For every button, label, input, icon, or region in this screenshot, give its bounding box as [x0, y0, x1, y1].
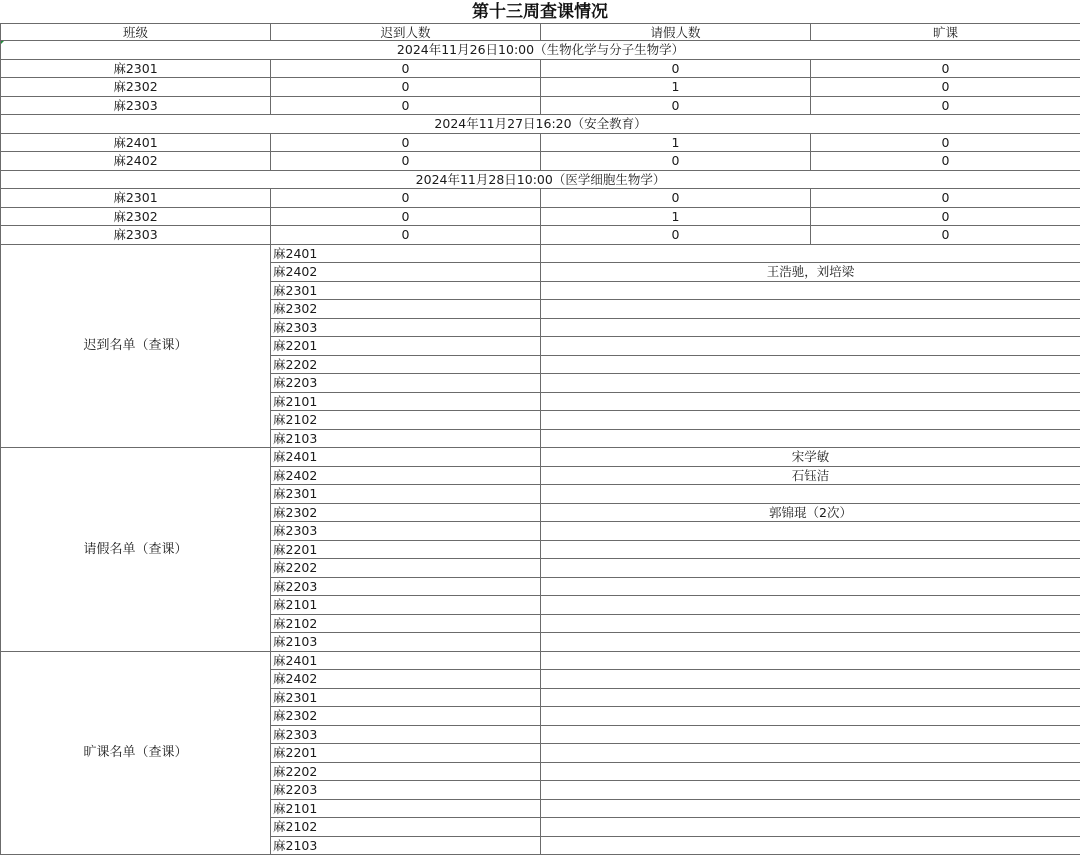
list-class-cell[interactable]: 麻2301 — [271, 688, 541, 707]
session-row — [1, 170, 1080, 189]
list-class-cell[interactable]: 麻2203 — [271, 781, 541, 800]
list-class-cell[interactable]: 麻2203 — [271, 374, 541, 393]
list-class-cell[interactable]: 麻2402 — [271, 466, 541, 485]
list-names-cell[interactable]: 石钰洁 — [541, 466, 1080, 485]
attendance-table — [0, 23, 1080, 855]
session-label[interactable]: 2024年11月27日16:20（安全教育） — [1, 115, 1080, 134]
table-row — [1, 96, 1080, 115]
list-row — [1, 651, 1080, 670]
late-count-cell[interactable]: 0 — [271, 226, 541, 245]
list-class-cell[interactable]: 麻2202 — [271, 559, 541, 578]
list-names-cell[interactable] — [541, 577, 1080, 596]
list-class-cell[interactable]: 麻2302 — [271, 300, 541, 319]
absent-count-cell[interactable]: 0 — [811, 207, 1080, 226]
list-class-cell[interactable]: 麻2303 — [271, 725, 541, 744]
list-names-cell[interactable] — [541, 522, 1080, 541]
list-row — [1, 448, 1080, 467]
list-class-cell[interactable]: 麻2102 — [271, 411, 541, 430]
list-label[interactable]: 旷课名单（查课） — [1, 651, 271, 855]
list-names-cell[interactable] — [541, 300, 1080, 319]
late-count-cell[interactable]: 0 — [271, 207, 541, 226]
list-names-cell[interactable] — [541, 725, 1080, 744]
leave-count-cell[interactable]: 0 — [541, 152, 811, 171]
list-names-cell[interactable] — [541, 688, 1080, 707]
list-class-cell[interactable]: 麻2302 — [271, 707, 541, 726]
late-count-cell[interactable]: 0 — [271, 59, 541, 78]
list-class-cell[interactable]: 麻2202 — [271, 762, 541, 781]
list-class-cell[interactable]: 麻2301 — [271, 281, 541, 300]
list-names-cell[interactable] — [541, 818, 1080, 837]
list-class-cell[interactable]: 麻2201 — [271, 540, 541, 559]
list-class-cell[interactable]: 麻2201 — [271, 744, 541, 763]
leave-count-cell[interactable]: 0 — [541, 59, 811, 78]
list-class-cell[interactable]: 麻2402 — [271, 263, 541, 282]
list-names-cell[interactable] — [541, 707, 1080, 726]
list-class-cell[interactable]: 麻2102 — [271, 818, 541, 837]
late-count-cell[interactable]: 0 — [271, 96, 541, 115]
list-names-cell[interactable] — [541, 596, 1080, 615]
list-class-cell[interactable]: 麻2103 — [271, 633, 541, 652]
list-class-cell[interactable]: 麻2303 — [271, 522, 541, 541]
list-names-cell[interactable] — [541, 355, 1080, 374]
list-names-cell[interactable] — [541, 281, 1080, 300]
leave-count-cell[interactable]: 0 — [541, 96, 811, 115]
list-names-cell[interactable]: 宋学敏 — [541, 448, 1080, 467]
list-names-cell[interactable]: 王浩驰，刘培梁 — [541, 263, 1080, 282]
class-cell[interactable]: 麻2301 — [1, 189, 271, 208]
header-absent[interactable]: 旷课 — [811, 24, 1080, 41]
leave-count-cell[interactable]: 1 — [541, 78, 811, 97]
leave-count-cell[interactable]: 0 — [541, 189, 811, 208]
list-class-cell[interactable]: 麻2302 — [271, 503, 541, 522]
list-names-cell[interactable] — [541, 744, 1080, 763]
session-row — [1, 41, 1080, 60]
table-row — [1, 59, 1080, 78]
class-cell[interactable]: 麻2303 — [1, 226, 271, 245]
absent-count-cell[interactable]: 0 — [811, 78, 1080, 97]
table-row — [1, 189, 1080, 208]
leave-count-cell[interactable]: 1 — [541, 133, 811, 152]
list-names-cell[interactable] — [541, 540, 1080, 559]
list-names-cell[interactable] — [541, 411, 1080, 430]
list-names-cell[interactable]: 郭锦琨（2次） — [541, 503, 1080, 522]
list-label[interactable]: 请假名单（查课） — [1, 448, 271, 652]
late-count-cell[interactable]: 0 — [271, 152, 541, 171]
class-cell[interactable]: 麻2303 — [1, 96, 271, 115]
absent-count-cell[interactable]: 0 — [811, 133, 1080, 152]
list-names-cell[interactable] — [541, 244, 1080, 263]
late-count-cell[interactable]: 0 — [271, 189, 541, 208]
sheet-title: 第十三周查课情况 — [472, 2, 608, 22]
list-names-cell[interactable] — [541, 318, 1080, 337]
absent-count-cell[interactable]: 0 — [811, 189, 1080, 208]
late-count-cell[interactable]: 0 — [271, 133, 541, 152]
class-cell[interactable]: 麻2401 — [1, 133, 271, 152]
session-row — [1, 115, 1080, 134]
session-label[interactable]: 2024年11月26日10:00（生物化学与分子生物学） — [1, 41, 1080, 60]
list-class-cell[interactable]: 麻2401 — [271, 651, 541, 670]
list-class-cell[interactable]: 麻2202 — [271, 355, 541, 374]
list-class-cell[interactable]: 麻2102 — [271, 614, 541, 633]
table-row — [1, 226, 1080, 245]
list-class-cell[interactable]: 麻2201 — [271, 337, 541, 356]
list-class-cell[interactable]: 麻2401 — [271, 448, 541, 467]
list-names-cell[interactable] — [541, 559, 1080, 578]
list-names-cell[interactable] — [541, 670, 1080, 689]
list-names-cell[interactable] — [541, 485, 1080, 504]
list-class-cell[interactable]: 麻2103 — [271, 836, 541, 855]
list-names-cell[interactable] — [541, 337, 1080, 356]
late-count-cell[interactable]: 0 — [271, 78, 541, 97]
list-label[interactable]: 迟到名单（查课） — [1, 244, 271, 448]
header-row — [1, 24, 1080, 41]
list-names-cell[interactable] — [541, 836, 1080, 855]
absent-count-cell[interactable]: 0 — [811, 96, 1080, 115]
header-class[interactable]: 班级 — [1, 24, 271, 41]
list-names-cell[interactable] — [541, 762, 1080, 781]
leave-count-cell[interactable]: 0 — [541, 226, 811, 245]
list-class-cell[interactable]: 麻2101 — [271, 596, 541, 615]
class-cell[interactable]: 麻2402 — [1, 152, 271, 171]
list-names-cell[interactable] — [541, 799, 1080, 818]
list-class-cell[interactable]: 麻2101 — [271, 392, 541, 411]
absent-count-cell[interactable]: 0 — [811, 226, 1080, 245]
list-class-cell[interactable]: 麻2402 — [271, 670, 541, 689]
list-names-cell[interactable] — [541, 633, 1080, 652]
table-row — [1, 133, 1080, 152]
table-row — [1, 152, 1080, 171]
list-class-cell[interactable]: 麻2103 — [271, 429, 541, 448]
attendance-table-body — [1, 24, 1080, 855]
leave-count-cell[interactable]: 1 — [541, 207, 811, 226]
list-class-cell[interactable]: 麻2301 — [271, 485, 541, 504]
list-class-cell[interactable]: 麻2101 — [271, 799, 541, 818]
list-row — [1, 244, 1080, 263]
absent-count-cell[interactable]: 0 — [811, 152, 1080, 171]
list-names-cell[interactable] — [541, 614, 1080, 633]
list-names-cell[interactable] — [541, 651, 1080, 670]
list-class-cell[interactable]: 麻2303 — [271, 318, 541, 337]
list-class-cell[interactable]: 麻2203 — [271, 577, 541, 596]
list-names-cell[interactable] — [541, 781, 1080, 800]
class-cell[interactable]: 麻2302 — [1, 78, 271, 97]
list-names-cell[interactable] — [541, 374, 1080, 393]
absent-count-cell[interactable]: 0 — [811, 59, 1080, 78]
list-class-cell[interactable]: 麻2401 — [271, 244, 541, 263]
table-row — [1, 78, 1080, 97]
list-names-cell[interactable] — [541, 392, 1080, 411]
list-names-cell[interactable] — [541, 429, 1080, 448]
header-leave-count[interactable]: 请假人数 — [541, 24, 811, 41]
header-late-count[interactable]: 迟到人数 — [271, 24, 541, 41]
session-label[interactable]: 2024年11月28日10:00（医学细胞生物学） — [1, 170, 1080, 189]
class-cell[interactable]: 麻2302 — [1, 207, 271, 226]
class-cell[interactable]: 麻2301 — [1, 59, 271, 78]
table-row — [1, 207, 1080, 226]
